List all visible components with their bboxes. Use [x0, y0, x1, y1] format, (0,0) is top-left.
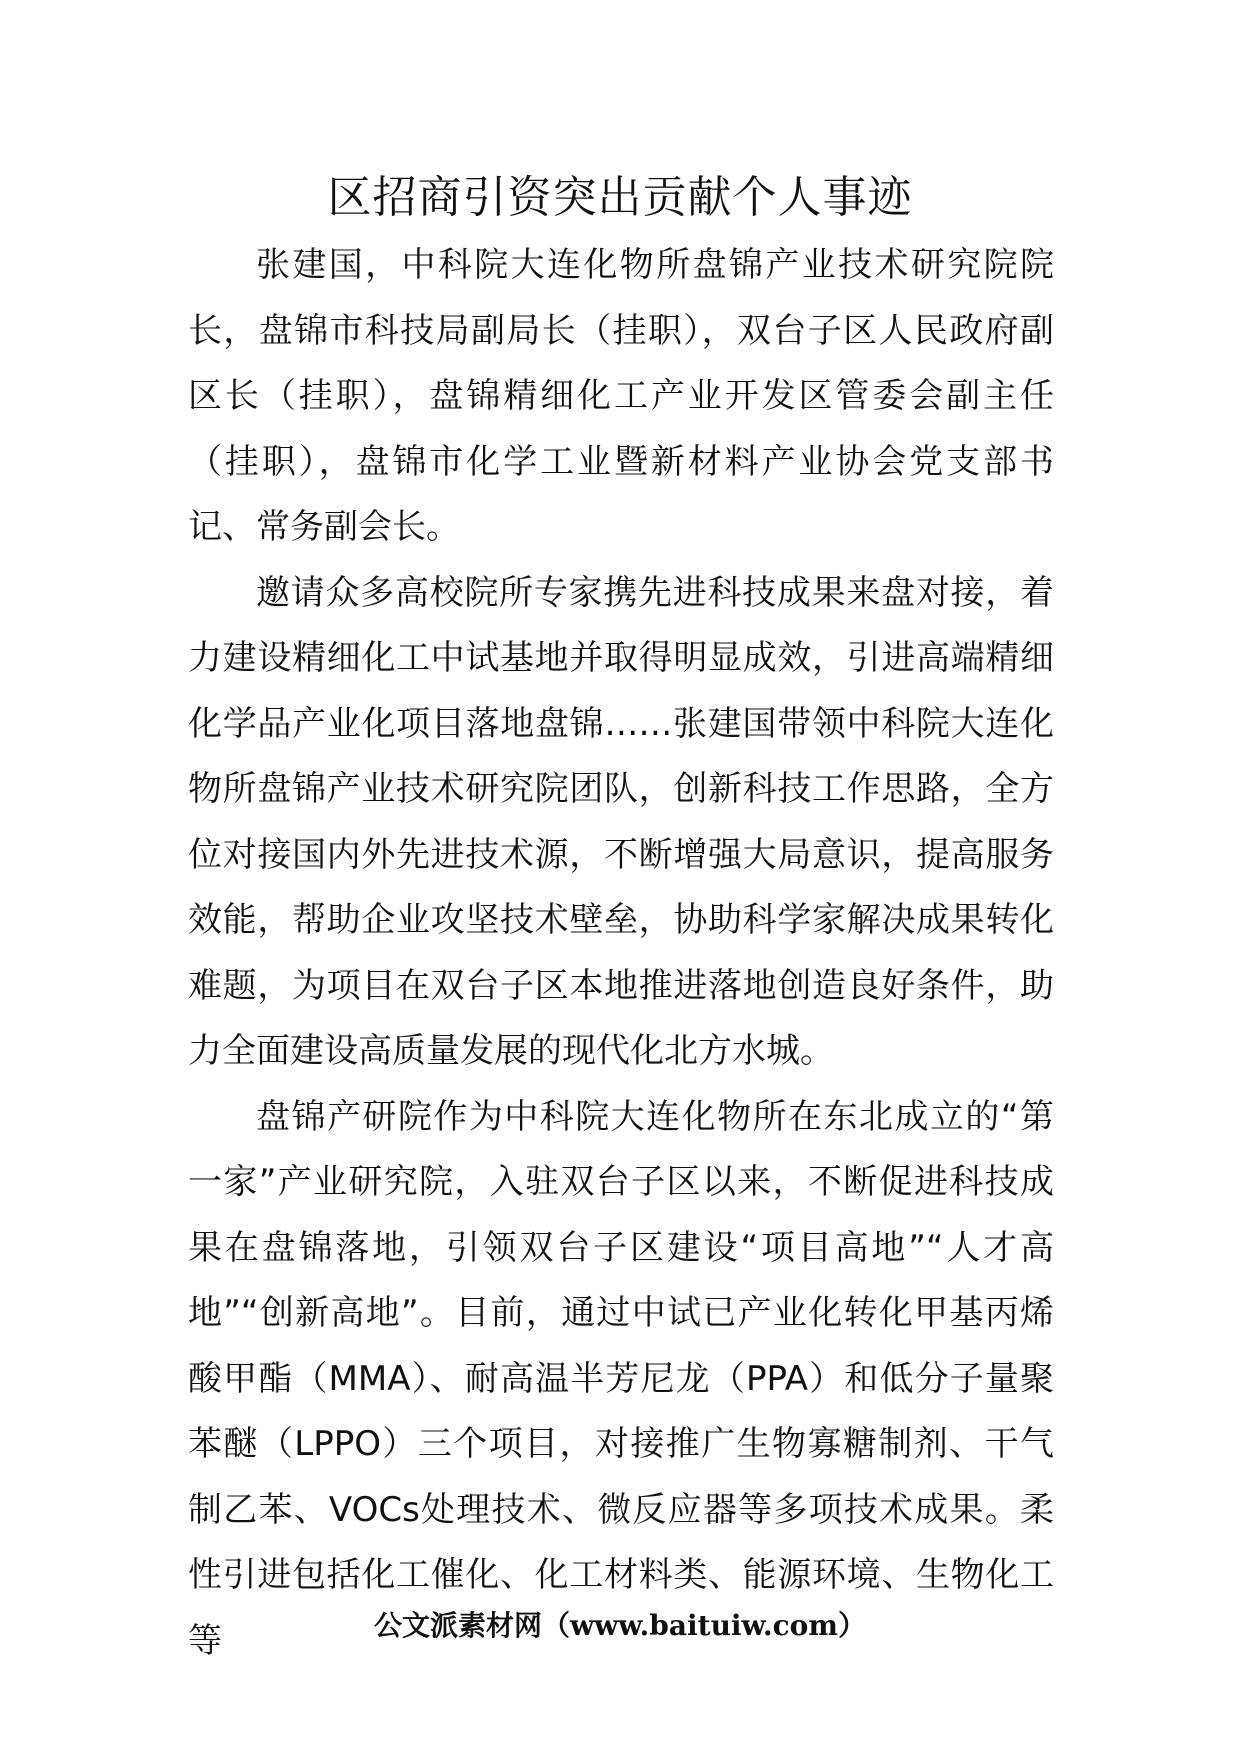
document-body [188, 233, 1054, 1674]
paragraph-achievements: 邀请众多高校院所专家携先进科技成果来盘对接，着力建设精细化工中试基地并取得明显成效，引进高端精细化学品产业化项目落地盘锦……张建国带领中科院大连化物所盘锦产业技术研究院团队，创新科技工作思路，全方位对接国内外先进技术源，不断增强大局意识，提高服务效能，帮助企业攻坚技术壁垒，协助科学家解决成果转化难题，为项目在双台子区本地推进落地创造良好条件，助力全面建设高质量发展的现代化北方水城。 [188, 572, 1054, 1071]
document-title: 区招商引资突出贡献个人事迹 [327, 172, 913, 223]
paragraph-institute: 盘锦产研院作为中科院大连化物所在东北成立的“第一家”产业研究院，入驻双台子区以来，不断促进科技成果在盘锦落地，引领双台子区建设“项目高地”“人才高地”“创新高地”。目前，通过中试已产业化转化甲基丙烯酸甲酯（MMA）、耐高温半芳尼龙（PPA）和低分子量聚苯醚（LPPO）三个项目，对接推广生物寡糖制剂、干气制乙苯、VOCs处理技术、微反应器等多项技术成果。柔性引进包括化工催化、化工材料类、能源环境、生物化工等 [188, 1096, 1054, 1661]
footer-watermark: 公文派素材网（www.baituiw.com） [374, 1609, 866, 1642]
paragraph-intro: 张建国，中科院大连化物所盘锦产业技术研究院院长，盘锦市科技局副局长（挂职），双台子区人民政府副区长（挂职），盘锦精细化工产业开发区管委会副主任（挂职），盘锦市化学工业暨新材料产业协会党支部书记、常务副会长。 [188, 245, 1054, 547]
